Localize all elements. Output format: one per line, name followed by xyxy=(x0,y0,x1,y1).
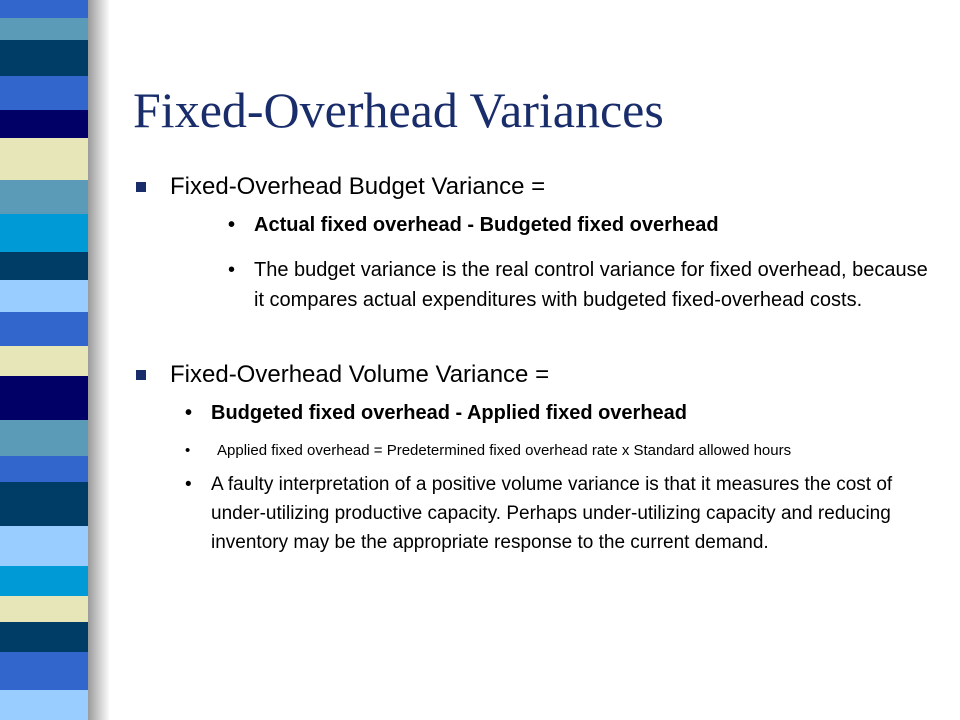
bullet-icon: • xyxy=(185,474,192,495)
list-item-text: Budgeted fixed overhead - Applied fixed overhead xyxy=(211,402,688,424)
bullet-icon: • xyxy=(185,402,193,424)
list-item xyxy=(185,436,930,466)
section-heading xyxy=(136,172,936,202)
square-bullet-icon xyxy=(136,182,146,192)
list-item-text: The budget variance is the real control variance for fixed overhead, because it compares actual expenditures with budgeted fixed-overhead costs. xyxy=(254,259,928,311)
list-item-text: Applied fixed overhead = Predetermined fixed overhead rate x Standard allowed hours xyxy=(217,442,792,459)
section-heading xyxy=(136,360,936,390)
list-item-text: Actual fixed overhead - Budgeted fixed overhead xyxy=(254,214,719,236)
list-item xyxy=(228,255,928,315)
section-heading-text: Fixed-Overhead Budget Variance = xyxy=(170,173,546,200)
bullet-icon: • xyxy=(228,259,236,281)
slide-title: Fixed-Overhead Variances xyxy=(133,82,664,138)
list-item-text: A faulty interpretation of a positive volume variance is that it measures the cost of under-utilizing productive capacity. Perhaps under-utilizing capacity and reducing inventory may be the appropriate response to the current demand. xyxy=(211,474,893,553)
bullet-icon: • xyxy=(228,214,236,236)
list-item xyxy=(185,470,925,557)
square-bullet-icon xyxy=(136,370,146,380)
list-item xyxy=(185,398,925,428)
section-heading-text: Fixed-Overhead Volume Variance = xyxy=(170,361,550,388)
list-item xyxy=(228,210,928,240)
bullet-icon: • xyxy=(185,442,191,459)
